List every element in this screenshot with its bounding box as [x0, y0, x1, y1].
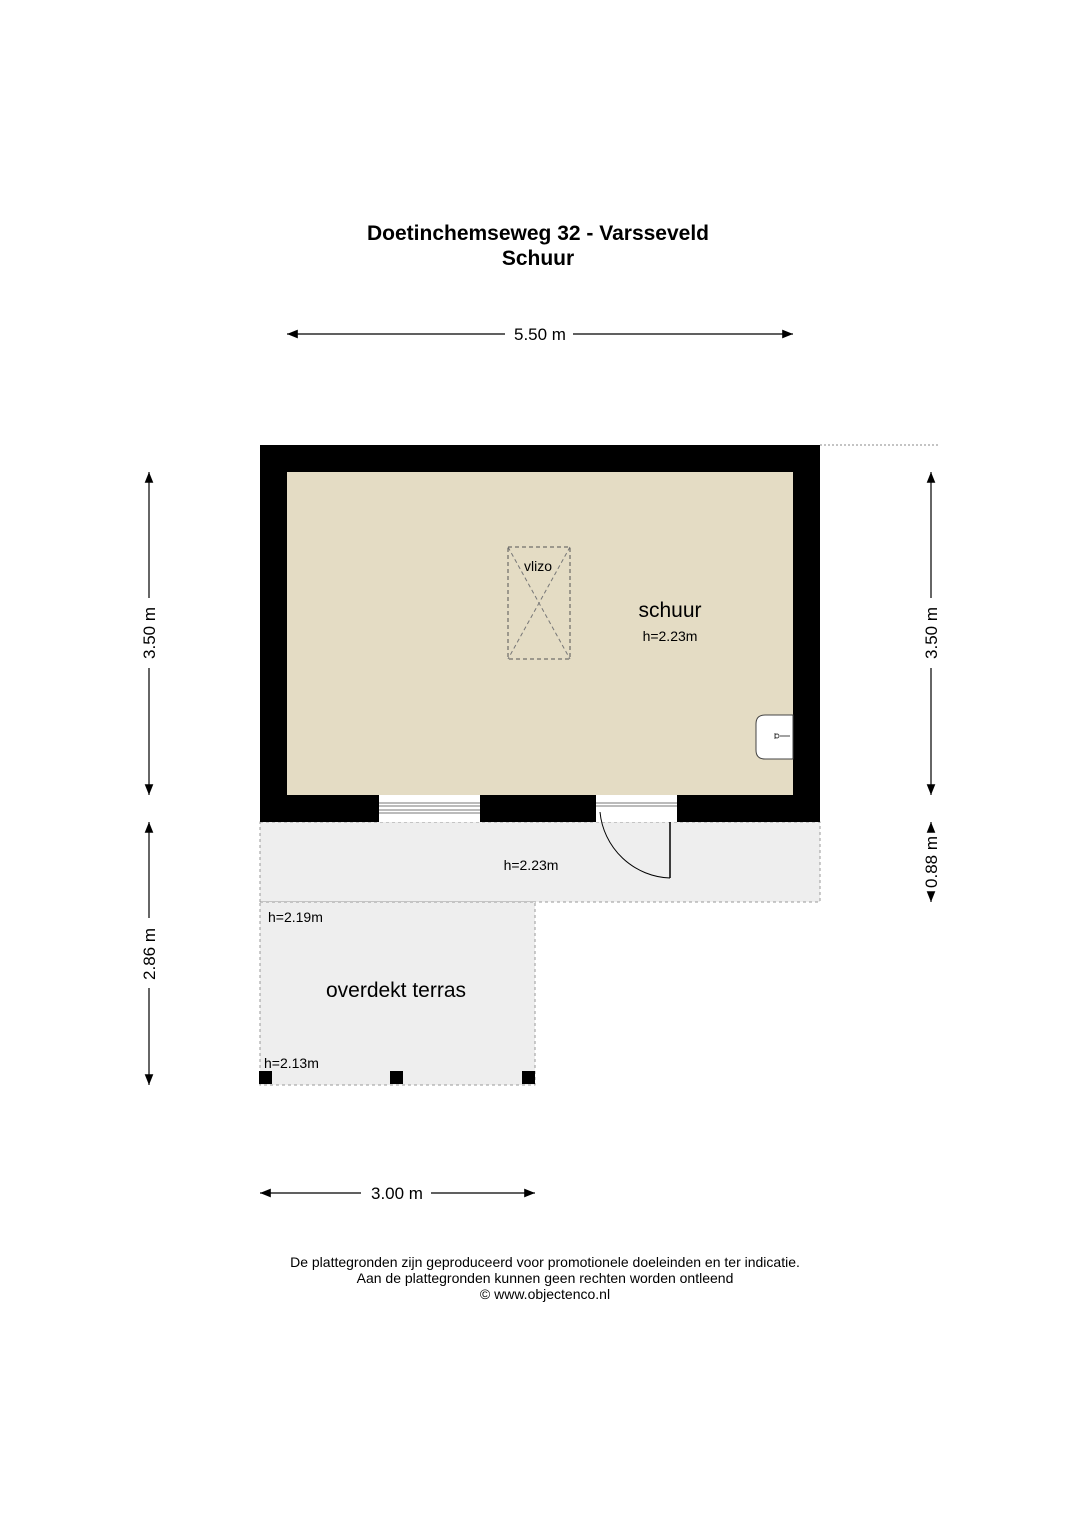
- terras-height-top: h=2.19m: [268, 909, 323, 925]
- hatch-label: vlizo: [523, 558, 553, 574]
- dimension-bottom-width: [260, 1184, 535, 1203]
- sink-icon: [756, 715, 793, 759]
- dimension-right-upper: [922, 472, 941, 795]
- dimension-left-upper-label: 3.50 m: [140, 607, 159, 659]
- dimension-right-upper-label: 3.50 m: [922, 607, 941, 659]
- terrace-post-right: [522, 1071, 535, 1084]
- terrace-post-left: [259, 1071, 272, 1084]
- dimension-left-lower: [140, 822, 159, 1085]
- terras-name: overdekt terras: [325, 979, 467, 1002]
- schuur-height: h=2.23m: [642, 628, 698, 644]
- schuur-name: schuur: [638, 599, 702, 622]
- copyright: © www.objectenco.nl: [479, 1286, 611, 1302]
- dimension-bottom-width-label: 3.00 m: [371, 1184, 423, 1203]
- dimension-left-lower-label: 2.86 m: [140, 928, 159, 980]
- dimension-top-width: [287, 325, 793, 344]
- plan-subtitle: Schuur: [501, 247, 575, 270]
- disclaimer-line1: De plattegronden zijn geproduceerd voor promotionele doeleinden en ter indicatie.: [290, 1254, 800, 1270]
- window-bottom-left: [379, 795, 480, 822]
- overhang-height: h=2.23m: [503, 857, 559, 873]
- dimension-right-lower-label: 0.88 m: [922, 836, 941, 888]
- terrace-post-middle: [390, 1071, 403, 1084]
- dimension-right-lower: [922, 822, 941, 902]
- dimension-top-width-label: 5.50 m: [514, 325, 566, 344]
- plan-title: Doetinchemseweg 32 - Varsseveld: [367, 222, 709, 245]
- disclaimer-line2: Aan de plattegronden kunnen geen rechten worden ontleend: [356, 1270, 734, 1286]
- schuur-floor: [287, 472, 793, 795]
- terras-height-bottom: h=2.13m: [264, 1055, 319, 1071]
- dimension-left-upper: [140, 472, 159, 795]
